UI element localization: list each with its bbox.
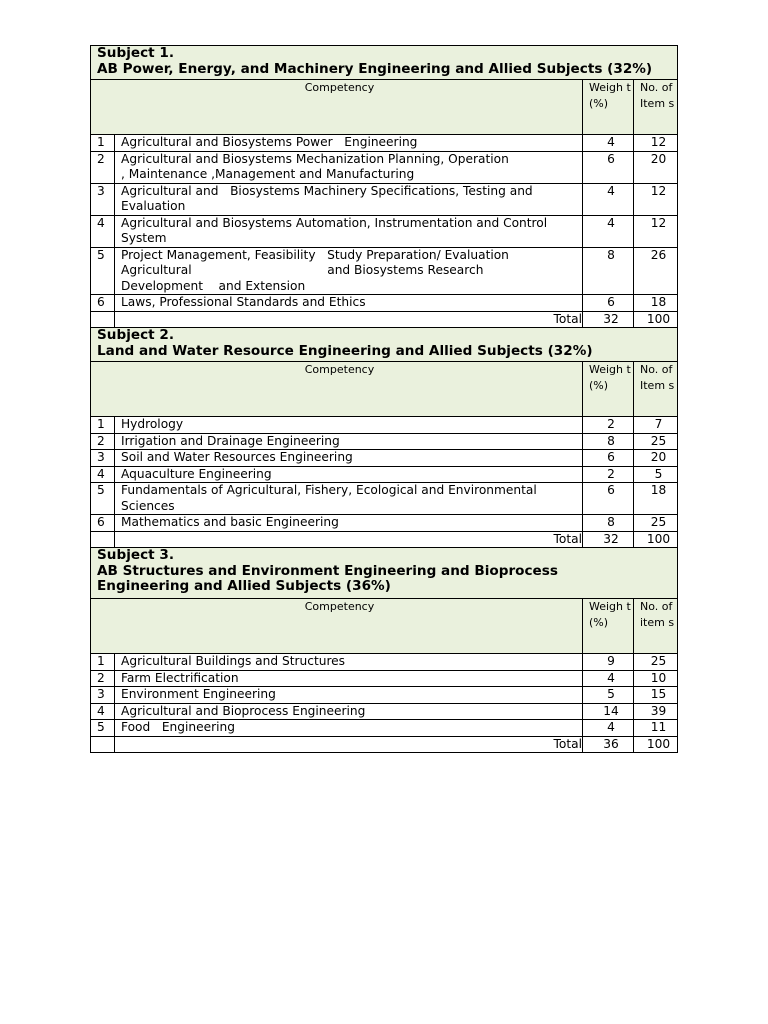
total-items: 100 [634,531,678,548]
items-cell: 20 [634,151,678,183]
items-cell: 11 [634,720,678,737]
total-weight: 32 [583,311,634,328]
items-cell: 12 [634,215,678,247]
items-cell: 18 [634,483,678,515]
table-row [91,433,678,450]
items-cell: 10 [634,670,678,687]
competency-cell: Agricultural and Biosystems Machinery Specifications, Testing and Evaluation [115,183,583,215]
row-number: 5 [91,247,115,295]
table-row [91,687,678,704]
row-number: 1 [91,135,115,152]
table-row [91,295,678,312]
total-label: Total [115,531,583,548]
total-spacer [91,531,115,548]
total-label: Total [115,311,583,328]
competency-cell: Food Engineering [115,720,583,737]
competency-cell: Soil and Water Resources Engineering [115,450,583,467]
competency-cell: Hydrology [115,417,583,434]
subject-2-header [91,328,678,362]
items-cell: 25 [634,433,678,450]
row-number: 6 [91,295,115,312]
row-number: 4 [91,703,115,720]
competency-cell: Farm Electrification [115,670,583,687]
competency-cell: Agricultural and Biosystems Power Engineering [115,135,583,152]
row-number: 1 [91,654,115,671]
weight-cell: 4 [583,720,634,737]
table-row [91,215,678,247]
table-row [91,183,678,215]
row-number: 3 [91,450,115,467]
weight-cell: 9 [583,654,634,671]
table-row [91,135,678,152]
weight-cell: 4 [583,670,634,687]
competency-cell: Agricultural and Biosystems Mechanization Planning, Operation , Maintenance ,Management and Manufacturing [115,151,583,183]
table-row [91,247,678,295]
total-weight: 32 [583,531,634,548]
items-header: No. of item s [634,599,678,654]
items-cell: 25 [634,515,678,532]
total-spacer [91,311,115,328]
items-cell: 12 [634,183,678,215]
weight-cell: 8 [583,247,634,295]
subject-2-subtitle: Land and Water Resource Engineering and Allied Subjects (32%) [97,342,593,359]
weight-cell: 14 [583,703,634,720]
total-items: 100 [634,736,678,753]
table-row [91,654,678,671]
weight-cell: 8 [583,433,634,450]
weight-header: Weigh t (%) [583,80,634,135]
subject-1-column-headers [91,80,678,135]
weight-cell: 6 [583,450,634,467]
competency-cell: Aquaculture Engineering [115,466,583,483]
items-cell: 5 [634,466,678,483]
weight-cell: 6 [583,151,634,183]
weight-cell: 8 [583,515,634,532]
row-number: 5 [91,720,115,737]
weight-cell: 2 [583,466,634,483]
subject-2-column-headers [91,362,678,417]
subject-3-column-headers [91,599,678,654]
competency-header: Competency [91,80,583,135]
items-cell: 7 [634,417,678,434]
subject-2-heading [91,328,678,362]
table-of-specifications [90,45,678,753]
table-row [91,417,678,434]
items-cell: 39 [634,703,678,720]
weight-cell: 4 [583,215,634,247]
items-cell: 25 [634,654,678,671]
competency-cell: Irrigation and Drainage Engineering [115,433,583,450]
items-cell: 15 [634,687,678,704]
items-header: No. of Item s [634,80,678,135]
weight-cell: 6 [583,295,634,312]
weight-cell: 5 [583,687,634,704]
subject-3-subtitle: AB Structures and Environment Engineering and Bioprocess Engineering and Allied Subjects (36%) [97,562,558,594]
total-row [91,736,678,753]
table-row [91,151,678,183]
weight-cell: 2 [583,417,634,434]
row-number: 2 [91,433,115,450]
table-row [91,720,678,737]
subject-1-title: Subject 1. [97,45,174,61]
subject-3-heading [91,548,678,599]
items-cell: 18 [634,295,678,312]
table-row [91,483,678,515]
weight-cell: 6 [583,483,634,515]
competency-cell: Mathematics and basic Engineering [115,515,583,532]
competency-cell: Fundamentals of Agricultural, Fishery, Ecological and Environmental Sciences [115,483,583,515]
total-items: 100 [634,311,678,328]
weight-cell: 4 [583,135,634,152]
competency-cell: Project Management, Feasibility Study Preparation/ Evaluation Agricultural and Biosystems Research Development and Extension [115,247,583,295]
total-weight: 36 [583,736,634,753]
row-number: 3 [91,183,115,215]
competency-cell: Agricultural Buildings and Structures [115,654,583,671]
items-cell: 20 [634,450,678,467]
table-row [91,466,678,483]
subject-1-heading [91,46,678,80]
row-number: 2 [91,151,115,183]
row-number: 6 [91,515,115,532]
competency-cell: Agricultural and Bioprocess Engineering [115,703,583,720]
subject-1-header [91,46,678,80]
subject-2-title: Subject 2. [97,327,174,343]
row-number: 5 [91,483,115,515]
competency-header: Competency [91,599,583,654]
table-row [91,703,678,720]
row-number: 3 [91,687,115,704]
total-row [91,311,678,328]
table-row [91,450,678,467]
competency-cell: Agricultural and Biosystems Automation, Instrumentation and Control System [115,215,583,247]
row-number: 4 [91,215,115,247]
weight-header: Weigh t (%) [583,599,634,654]
subject-3-header [91,548,678,599]
row-number: 2 [91,670,115,687]
competency-cell: Laws, Professional Standards and Ethics [115,295,583,312]
subject-1-subtitle: AB Power, Energy, and Machinery Engineering and Allied Subjects (32%) [97,60,653,77]
competency-header: Competency [91,362,583,417]
total-label: Total [115,736,583,753]
row-number: 1 [91,417,115,434]
weight-cell: 4 [583,183,634,215]
subject-3-title: Subject 3. [97,547,174,563]
competency-cell: Environment Engineering [115,687,583,704]
row-number: 4 [91,466,115,483]
items-header: No. of Item s [634,362,678,417]
weight-header: Weigh t (%) [583,362,634,417]
table-row [91,670,678,687]
table-row [91,515,678,532]
items-cell: 12 [634,135,678,152]
items-cell: 26 [634,247,678,295]
total-spacer [91,736,115,753]
total-row [91,531,678,548]
